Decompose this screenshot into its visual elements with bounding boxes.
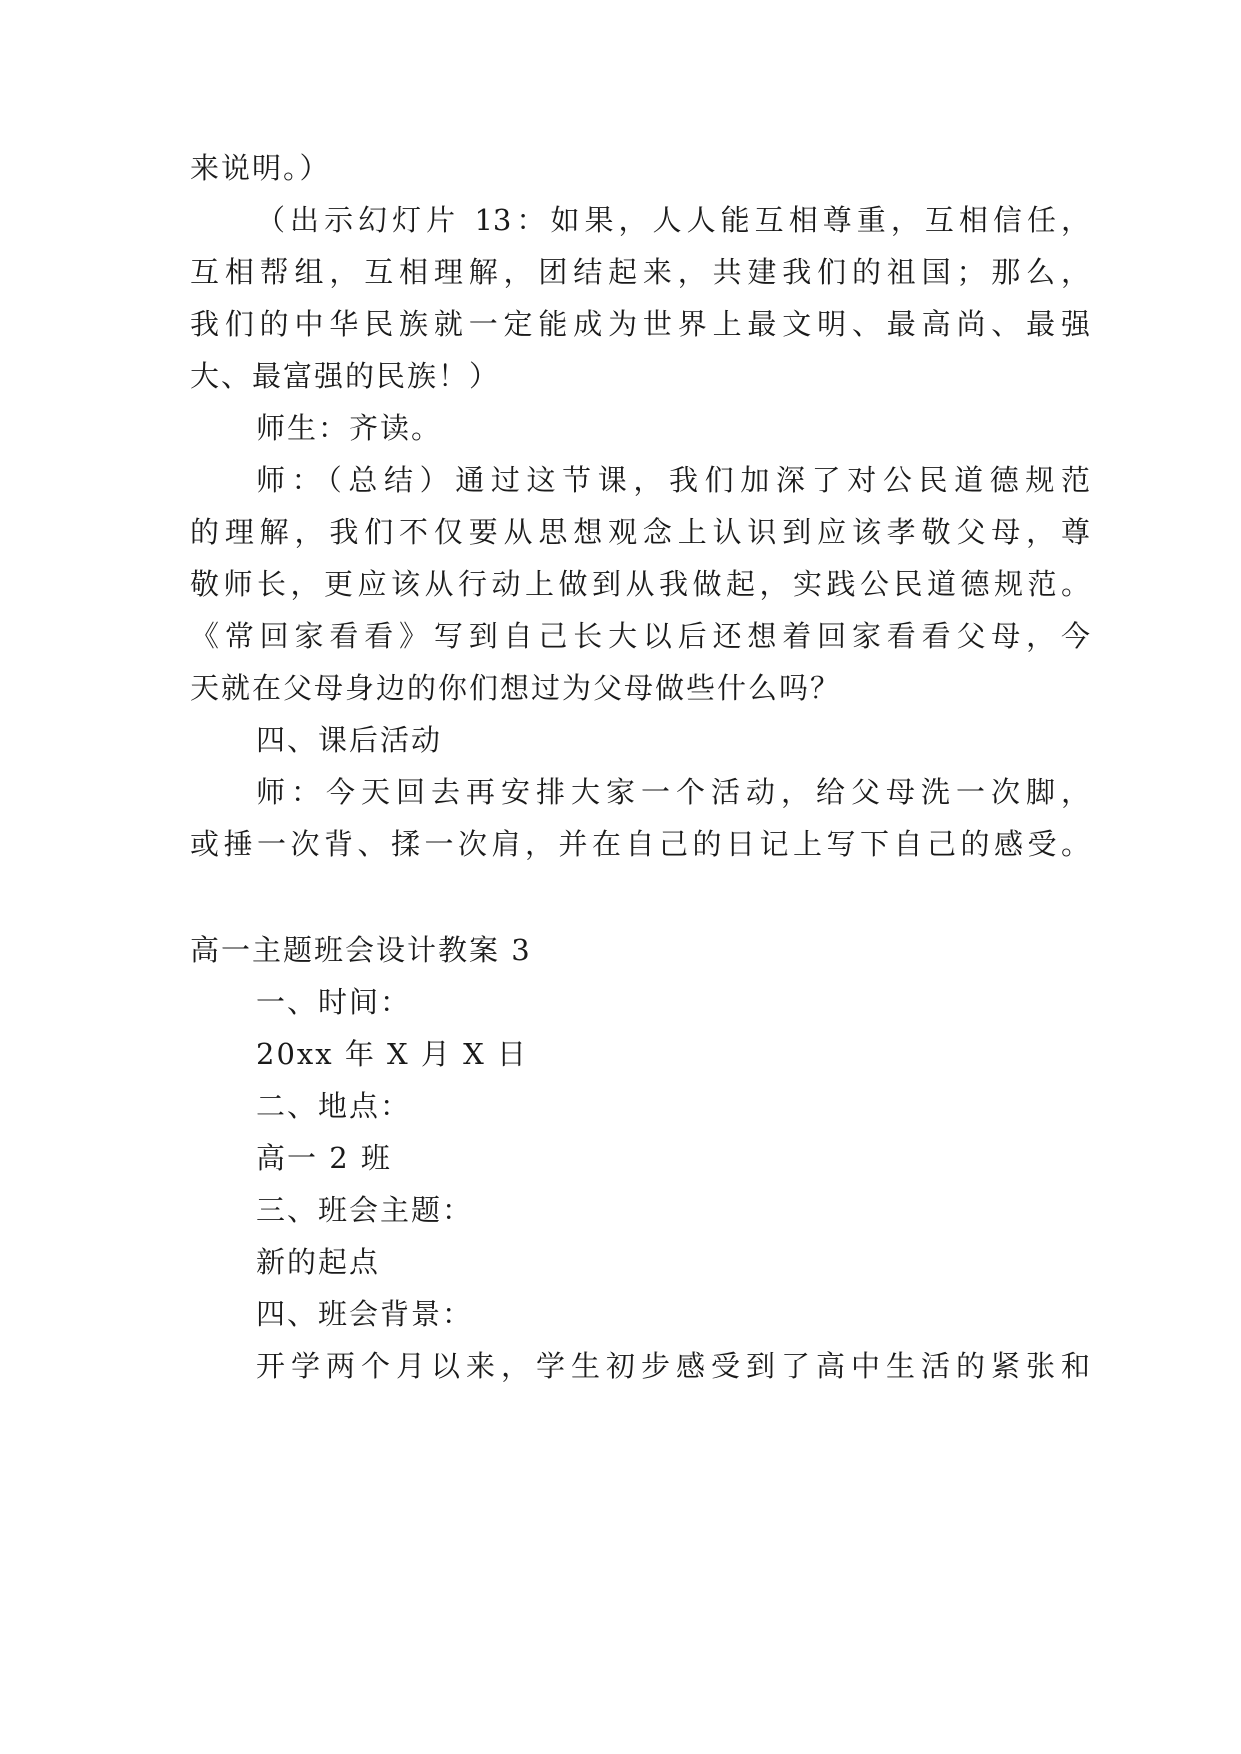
text-line: 天就在父母身边的你们想过为父母做些什么吗？ (190, 671, 842, 705)
text-line: 师生：齐读。 (256, 411, 443, 445)
text-line: 开学两个月以来，学生初步感受到了高中生活的紧张和 (256, 1349, 1090, 1383)
text-line: 或捶一次背、揉一次肩，并在自己的日记上写下自己的感受。 (190, 827, 1090, 861)
text-line: 的理解，我们不仅要从思想观念上认识到应该孝敬父母，尊 (190, 515, 1090, 549)
text-line: 我们的中华民族就一定能成为世界上最文明、最高尚、最强 (190, 307, 1090, 341)
text-line: 大、最富强的民族！） (190, 359, 501, 393)
section-heading: 一、时间： (256, 985, 412, 1019)
section-heading: 四、课后活动 (256, 723, 443, 757)
section-heading: 二、地点： (256, 1089, 412, 1123)
text-line: 互相帮组，互相理解，团结起来，共建我们的祖国；那么， (190, 255, 1090, 289)
section-heading: 四、班会背景： (256, 1297, 474, 1331)
text-line: 师：（总结）通过这节课，我们加深了对公民道德规范 (256, 463, 1090, 497)
text-line: 敬师长，更应该从行动上做到从我做起，实践公民道德规范。 (190, 567, 1090, 601)
text-line: 来说明。） (190, 151, 331, 185)
section-heading: 三、班会主题： (256, 1193, 474, 1227)
text-line: 《常回家看看》写到自己长大以后还想着回家看看父母，今 (190, 619, 1090, 653)
text-line: 师：今天回去再安排大家一个活动，给父母洗一次脚， (256, 775, 1090, 809)
text-line: （出示幻灯片 13：如果，人人能互相尊重，互相信任， (256, 203, 1090, 237)
document-title: 高一主题班会设计教案 3 (190, 933, 532, 967)
text-line: 高一 2 班 (256, 1141, 392, 1175)
text-line: 20xx 年 X 月 X 日 (256, 1037, 528, 1071)
text-line: 新的起点 (256, 1245, 381, 1279)
